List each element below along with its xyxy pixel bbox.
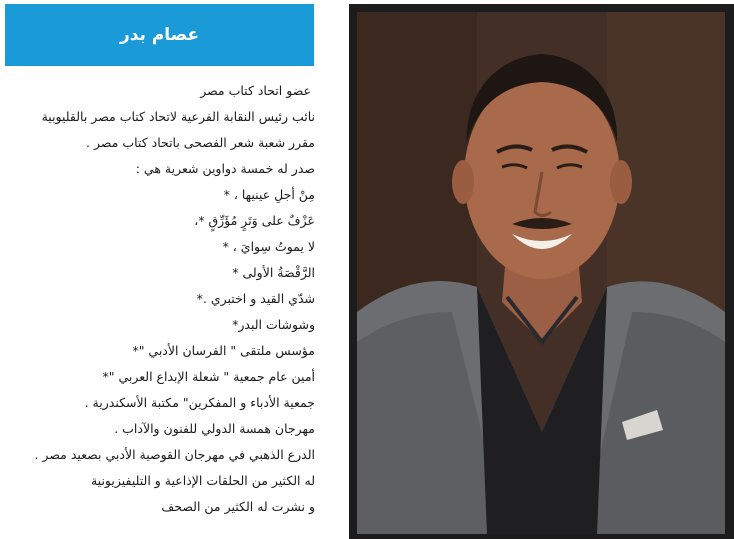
bio-line: أمين عام جمعية " شعلة الإبداع العربي "* — [102, 369, 315, 384]
bio-line: الرَّقْصَةُ الأولى * — [232, 265, 315, 280]
bio-line: صدر له خمسة دواوين شعرية هي : — [135, 161, 315, 176]
author-name-banner — [5, 4, 314, 66]
bio-line: شدّي القيد و اختبري .* — [196, 291, 315, 306]
bio-line: و نشرت له الكثير من الصحف — [161, 499, 315, 514]
author-bio — [0, 76, 315, 526]
author-photo-frame — [349, 4, 734, 539]
bio-line: عضو اتحاد كتاب مصر — [200, 83, 311, 98]
bio-line: مقرر شعبة شعر الفصحى باتحاد كتاب مصر . — [86, 135, 315, 150]
bio-line: مِنْ أجلِ عينيها ، * — [223, 187, 315, 202]
bio-line: عَزْفٌ على وَتَرٍ مُؤَرِّقٍ *، — [194, 213, 315, 228]
bio-line: الدرع الذهبي في مهرجان القوصية الأدبي بصعيد مصر . — [34, 447, 315, 462]
author-name: عصام بدر — [119, 25, 200, 45]
bio-line: نائب رئيس النقابة الفرعية لاتحاد كتاب مصر بالقليوبية — [41, 109, 315, 124]
bio-line: له الكثير من الحلقات الإذاعية و التليفيزيونية — [90, 473, 315, 488]
portrait-illustration — [357, 12, 725, 534]
bio-line: مؤسس ملتقى " الفرسان الأدبي "* — [132, 343, 315, 358]
bio-line: وشوشات البدر* — [232, 317, 315, 332]
bio-line: جمعية الأدباء و المفكرين" مكتبة الأسكندرية . — [84, 395, 315, 410]
author-photo — [357, 12, 725, 534]
bio-line: مهرجان همسة الدولي للفنون والآداب . — [114, 421, 315, 436]
bio-line: لا يموتُ سِوايَ ، * — [222, 239, 315, 254]
